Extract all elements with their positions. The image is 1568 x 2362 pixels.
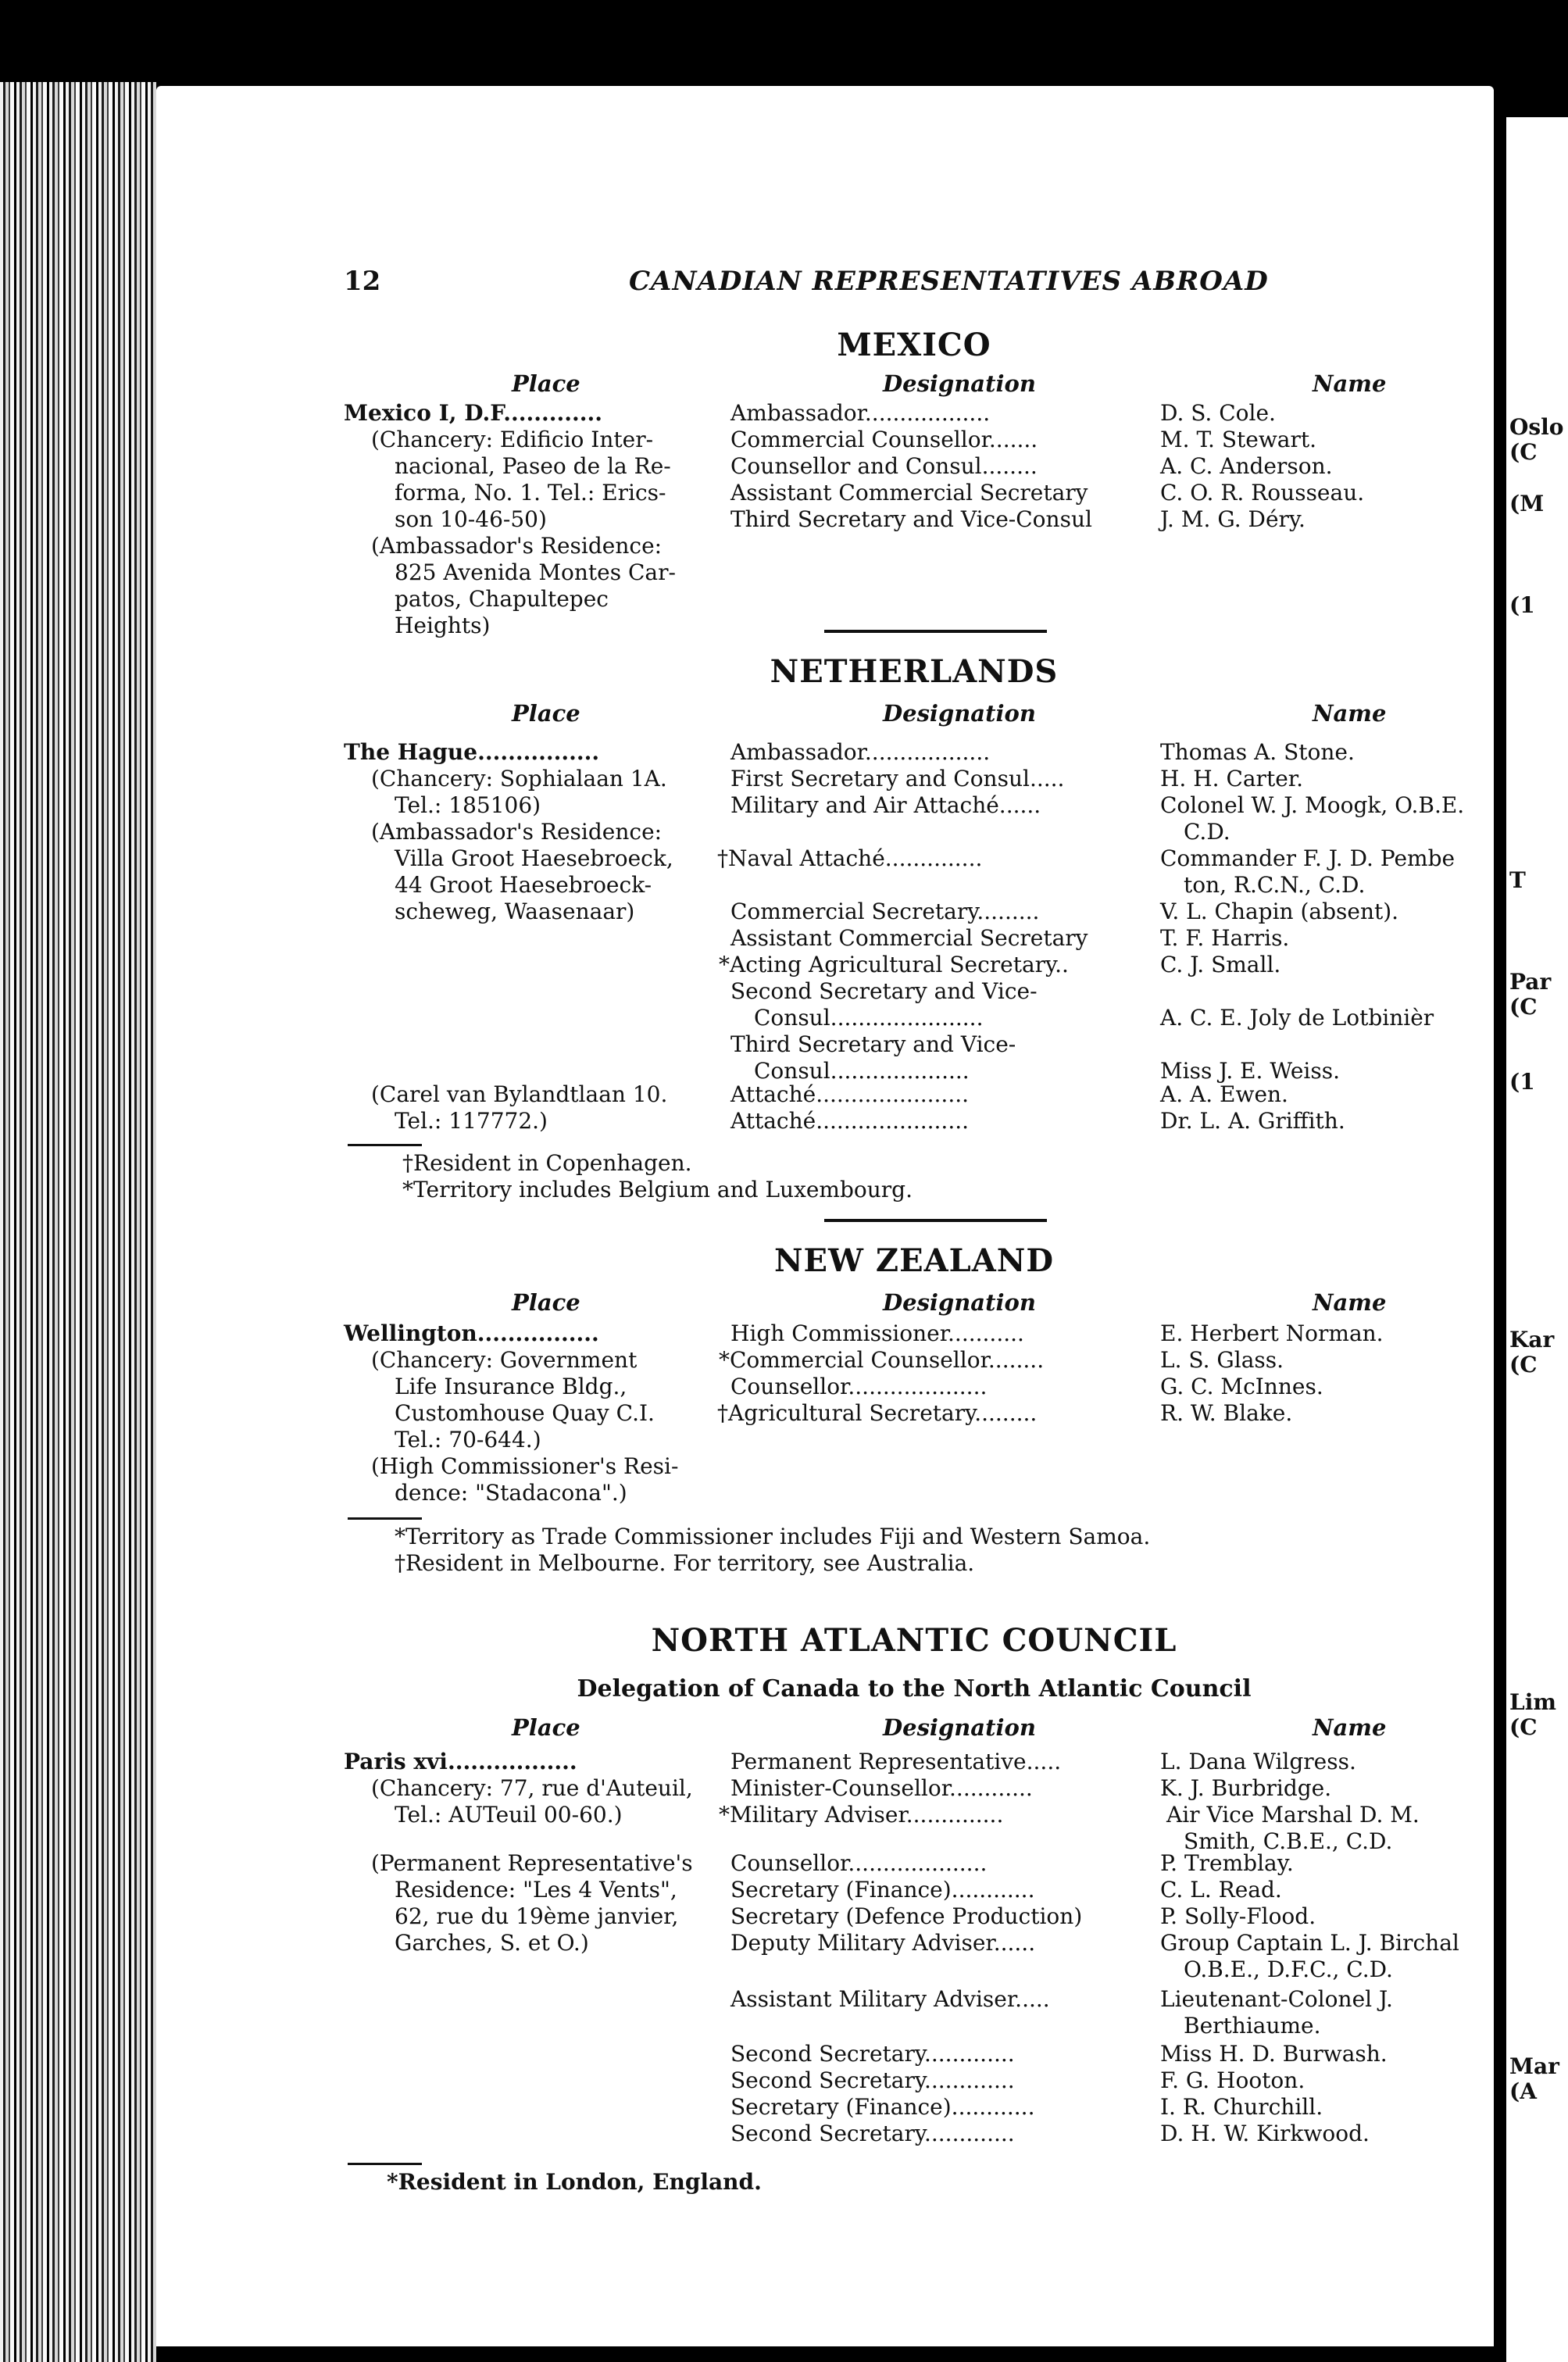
- place-line: Customhouse Quay C.I.: [395, 1400, 655, 1426]
- col-header-designation: Designation: [883, 1289, 1036, 1316]
- section-title: MEXICO: [837, 327, 991, 363]
- designation-line: †Naval Attaché..............: [717, 845, 983, 871]
- name-line: C. L. Read.: [1160, 1877, 1282, 1903]
- place-line: Tel.: 70-644.): [395, 1427, 541, 1453]
- name-line: J. M. G. Déry.: [1160, 506, 1305, 532]
- name-line: T. F. Harris.: [1160, 925, 1290, 951]
- fragment: Oslo: [1509, 414, 1564, 440]
- name-line: D. S. Cole.: [1160, 400, 1276, 426]
- section-divider: [824, 630, 1047, 633]
- name-line: E. Herbert Norman.: [1160, 1320, 1384, 1346]
- name-line: Commander F. J. D. Pembe: [1160, 845, 1455, 871]
- place-line: (Carel van Bylandtlaan 10.: [371, 1081, 668, 1107]
- designation-line: Ambassador..................: [730, 739, 991, 765]
- name-line: V. L. Chapin (absent).: [1160, 899, 1399, 924]
- name-line: I. R. Churchill.: [1160, 2094, 1323, 2120]
- name-line: O.B.E., D.F.C., C.D.: [1184, 1956, 1393, 1982]
- designation-line: Second Secretary.............: [730, 2041, 1015, 2067]
- footnote-rule: [348, 1517, 422, 1520]
- fragment: (1: [1509, 592, 1535, 618]
- designation-line: Counsellor and Consul........: [730, 453, 1038, 479]
- place-line: dence: "Stadacona".): [395, 1480, 627, 1506]
- name-line: C.D.: [1184, 819, 1230, 845]
- designation-line: Commercial Counsellor.......: [730, 427, 1038, 452]
- designation-line: Consul......................: [754, 1005, 984, 1031]
- name-line: A. A. Ewen.: [1160, 1081, 1288, 1107]
- place-line: scheweg, Waasenaar): [395, 899, 635, 924]
- place-line: (Ambassador's Residence:: [371, 819, 663, 845]
- designation-line: Counsellor....................: [730, 1850, 988, 1876]
- place-line: nacional, Paseo de la Re-: [395, 453, 671, 479]
- place-line: forma, No. 1. Tel.: Erics-: [395, 480, 666, 506]
- fragment: Mar: [1509, 2053, 1559, 2079]
- designation-line: Consul....................: [754, 1058, 970, 1084]
- section-title: NETHERLANDS: [770, 653, 1059, 690]
- place-line: (High Commissioner's Resi-: [371, 1453, 679, 1479]
- page-number: 12: [344, 266, 381, 297]
- name-line: F. G. Hooton.: [1160, 2067, 1305, 2093]
- place-line: The Hague................: [344, 739, 600, 765]
- designation-line: First Secretary and Consul.....: [730, 766, 1065, 792]
- designation-line: Attaché......................: [730, 1108, 970, 1134]
- name-line: Miss H. D. Burwash.: [1160, 2041, 1388, 2067]
- designation-line: Second Secretary.............: [730, 2067, 1015, 2093]
- place-line: (Chancery: Sophialaan 1A.: [371, 766, 667, 792]
- designation-line: Secretary (Defence Production): [730, 1903, 1083, 1929]
- footnote: †Resident in Copenhagen.: [402, 1150, 692, 1176]
- section-title: NEW ZEALAND: [773, 1242, 1055, 1279]
- name-line: P. Tremblay.: [1160, 1850, 1294, 1876]
- designation-line: Minister-Counsellor............: [730, 1775, 1033, 1801]
- fragment: Lim: [1509, 1689, 1556, 1715]
- designation-line: †Agricultural Secretary.........: [717, 1400, 1038, 1426]
- name-line: Group Captain L. J. Birchal: [1160, 1930, 1459, 1956]
- name-line: P. Solly-Flood.: [1160, 1903, 1316, 1929]
- designation-line: *Commercial Counsellor........: [719, 1347, 1045, 1373]
- designation-line: Third Secretary and Vice-: [730, 1031, 1016, 1057]
- place-line: (Chancery: Government: [371, 1347, 638, 1373]
- place-line: Heights): [395, 613, 491, 638]
- fragment: (1: [1509, 1069, 1535, 1095]
- name-line: L. S. Glass.: [1160, 1347, 1284, 1373]
- name-line: C. O. R. Rousseau.: [1160, 480, 1365, 506]
- col-header-place: Place: [512, 370, 580, 397]
- section-title: NORTH ATLANTIC COUNCIL: [651, 1622, 1177, 1659]
- name-line: ton, R.C.N., C.D.: [1184, 872, 1366, 898]
- place-line: Villa Groot Haesebroeck,: [395, 845, 673, 871]
- designation-line: Permanent Representative.....: [730, 1749, 1062, 1774]
- name-line: Thomas A. Stone.: [1160, 739, 1355, 765]
- name-line: H. H. Carter.: [1160, 766, 1303, 792]
- col-header-place: Place: [512, 1714, 580, 1741]
- designation-line: Third Secretary and Vice-Consul: [730, 506, 1092, 532]
- fragment: (C: [1509, 439, 1538, 465]
- col-header-name: Name: [1313, 1289, 1387, 1316]
- place-line: (Permanent Representative's: [371, 1850, 693, 1876]
- designation-line: Ambassador..................: [730, 400, 991, 426]
- place-line: Tel.: AUTeuil 00-60.): [395, 1802, 623, 1828]
- name-line: G. C. McInnes.: [1160, 1374, 1323, 1399]
- name-line: L. Dana Wilgress.: [1160, 1749, 1356, 1774]
- designation-line: Assistant Military Adviser.....: [730, 1986, 1050, 2012]
- place-line: Life Insurance Bldg.,: [395, 1374, 627, 1399]
- place-line: Tel.: 117772.): [395, 1108, 548, 1134]
- designation-line: Deputy Military Adviser......: [730, 1930, 1036, 1956]
- place-line: Garches, S. et O.): [395, 1930, 589, 1956]
- col-header-designation: Designation: [883, 700, 1036, 727]
- col-header-designation: Designation: [883, 1714, 1036, 1741]
- designation-line: Second Secretary.............: [730, 2121, 1015, 2146]
- place-line: 825 Avenida Montes Car-: [395, 559, 676, 585]
- designation-line: *Military Adviser..............: [719, 1802, 1004, 1828]
- name-line: Air Vice Marshal D. M.: [1166, 1802, 1420, 1828]
- footnote: *Territory includes Belgium and Luxembourg.: [402, 1177, 913, 1202]
- name-line: C. J. Small.: [1160, 952, 1281, 977]
- fragment: (A: [1509, 2078, 1537, 2104]
- fragment: (C: [1509, 1714, 1538, 1740]
- col-header-name: Name: [1313, 700, 1387, 727]
- footnote: *Resident in London, England.: [387, 2169, 762, 2195]
- place-line: (Ambassador's Residence:: [371, 533, 663, 559]
- designation-line: Secretary (Finance)............: [730, 1877, 1035, 1903]
- name-line: A. C. E. Joly de Lotbinièr: [1160, 1005, 1434, 1031]
- name-line: D. H. W. Kirkwood.: [1160, 2121, 1370, 2146]
- designation-line: Assistant Commercial Secretary: [730, 480, 1088, 506]
- place-line: son 10-46-50): [395, 506, 547, 532]
- col-header-place: Place: [512, 700, 580, 727]
- col-header-place: Place: [512, 1289, 580, 1316]
- name-line: A. C. Anderson.: [1160, 453, 1333, 479]
- name-line: Berthiaume.: [1184, 2013, 1321, 2039]
- designation-line: Counsellor....................: [730, 1374, 988, 1399]
- book-binding: [0, 82, 156, 2362]
- place-line: 44 Groot Haesebroeck-: [395, 872, 652, 898]
- place-line: Paris xvi.................: [344, 1749, 577, 1774]
- scan-top-border: [0, 0, 1568, 82]
- name-line: Lieutenant-Colonel J.: [1160, 1986, 1393, 2012]
- name-line: Miss J. E. Weiss.: [1160, 1058, 1341, 1084]
- designation-line: *Acting Agricultural Secretary..: [719, 952, 1069, 977]
- fragment: (M: [1509, 491, 1545, 516]
- footnote-rule: [348, 1144, 422, 1146]
- name-line: R. W. Blake.: [1160, 1400, 1293, 1426]
- name-line: Dr. L. A. Griffith.: [1160, 1108, 1345, 1134]
- place-line: Tel.: 185106): [395, 792, 541, 818]
- col-header-name: Name: [1313, 370, 1387, 397]
- fragment: (C: [1509, 1352, 1538, 1378]
- col-header-name: Name: [1313, 1714, 1387, 1741]
- designation-line: Secretary (Finance)............: [730, 2094, 1035, 2120]
- name-line: K. J. Burbridge.: [1160, 1775, 1332, 1801]
- place-line: patos, Chapultepec: [395, 586, 609, 612]
- running-head: [344, 266, 1484, 305]
- name-line: M. T. Stewart.: [1160, 427, 1317, 452]
- section-subtitle: Delegation of Canada to the North Atlantic Council: [577, 1675, 1252, 1703]
- fragment: Kar: [1509, 1327, 1555, 1353]
- place-line: Wellington................: [344, 1320, 599, 1346]
- fragment: (C: [1509, 994, 1538, 1020]
- designation-line: Military and Air Attaché......: [730, 792, 1041, 818]
- running-title: CANADIAN REPRESENTATIVES ABROAD: [629, 266, 1269, 297]
- place-line: Mexico I, D.F.............: [344, 400, 603, 426]
- place-line: Residence: "Les 4 Vents",: [395, 1877, 677, 1903]
- fragment: Par: [1509, 969, 1552, 995]
- name-line: Colonel W. J. Moogk, O.B.E.: [1160, 792, 1465, 818]
- footnote: †Resident in Melbourne. For territory, see Australia.: [395, 1550, 975, 1576]
- designation-line: Attaché......................: [730, 1081, 970, 1107]
- designation-line: Commercial Secretary.........: [730, 899, 1040, 924]
- col-header-designation: Designation: [883, 370, 1036, 397]
- name-line: Smith, C.B.E., C.D.: [1184, 1828, 1393, 1854]
- designation-line: Assistant Commercial Secretary: [730, 925, 1088, 951]
- fragment: T: [1509, 867, 1526, 893]
- footnote-rule: [348, 2163, 422, 2165]
- section-divider: [824, 1219, 1047, 1222]
- place-line: (Chancery: 77, rue d'Auteuil,: [371, 1775, 693, 1801]
- place-line: (Chancery: Edificio Inter-: [371, 427, 654, 452]
- designation-line: Second Secretary and Vice-: [730, 978, 1038, 1004]
- place-line: 62, rue du 19ème janvier,: [395, 1903, 679, 1929]
- footnote: *Territory as Trade Commissioner includes Fiji and Western Samoa.: [395, 1524, 1151, 1549]
- designation-line: High Commissioner...........: [730, 1320, 1024, 1346]
